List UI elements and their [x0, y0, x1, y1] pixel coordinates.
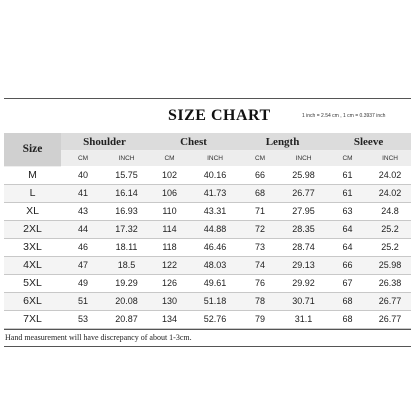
- group-header-length: Length: [239, 133, 326, 151]
- measurement-cell: 122: [148, 256, 191, 274]
- unit-header: INCH: [191, 151, 239, 167]
- unit-header: CM: [148, 151, 191, 167]
- measurement-cell: 25.98: [369, 256, 411, 274]
- measurement-cell: 31.1: [281, 310, 326, 328]
- measurement-cell: 25.98: [281, 166, 326, 184]
- measurement-cell: 102: [148, 166, 191, 184]
- table-row: [4, 292, 411, 310]
- chart-title: SIZE CHART: [168, 107, 271, 124]
- measurement-cell: 19.29: [105, 274, 148, 292]
- size-cell: 4XL: [4, 256, 61, 274]
- measurement-cell: 24.02: [369, 166, 411, 184]
- measurement-cell: 68: [326, 310, 369, 328]
- measurement-cell: 49.61: [191, 274, 239, 292]
- size-cell: 2XL: [4, 220, 61, 238]
- measurement-cell: 25.2: [369, 220, 411, 238]
- measurement-cell: 52.76: [191, 310, 239, 328]
- measurement-cell: 61: [326, 184, 369, 202]
- measurement-cell: 51.18: [191, 292, 239, 310]
- measurement-cell: 51: [61, 292, 105, 310]
- measurement-cell: 53: [61, 310, 105, 328]
- measurement-cell: 40: [61, 166, 105, 184]
- measurement-cell: 43.31: [191, 202, 239, 220]
- unit-header: INCH: [105, 151, 148, 167]
- measurement-cell: 79: [239, 310, 281, 328]
- measurement-cell: 46: [61, 238, 105, 256]
- measurement-cell: 49: [61, 274, 105, 292]
- measurement-cell: 16.14: [105, 184, 148, 202]
- measurement-cell: 48.03: [191, 256, 239, 274]
- measurement-cell: 61: [326, 166, 369, 184]
- table-row: [4, 310, 411, 328]
- measurement-cell: 28.74: [281, 238, 326, 256]
- measurement-cell: 27.95: [281, 202, 326, 220]
- measurement-cell: 134: [148, 310, 191, 328]
- group-header-shoulder: Shoulder: [61, 133, 148, 151]
- table-row: [4, 220, 411, 238]
- table-row: [4, 238, 411, 256]
- unit-header: INCH: [369, 151, 411, 167]
- size-cell: 3XL: [4, 238, 61, 256]
- end-divider: [4, 346, 411, 347]
- unit-header: CM: [326, 151, 369, 167]
- measurement-note: Hand measurement will have discrepancy of about 1-3cm.: [5, 332, 192, 342]
- measurement-cell: 30.71: [281, 292, 326, 310]
- measurement-cell: 63: [326, 202, 369, 220]
- measurement-cell: 71: [239, 202, 281, 220]
- unit-header: CM: [239, 151, 281, 167]
- measurement-cell: 64: [326, 220, 369, 238]
- size-table: [4, 133, 411, 329]
- measurement-cell: 26.77: [369, 310, 411, 328]
- measurement-cell: 20.08: [105, 292, 148, 310]
- measurement-cell: 68: [326, 292, 369, 310]
- measurement-cell: 67: [326, 274, 369, 292]
- unit-header: CM: [61, 151, 105, 167]
- size-cell: 7XL: [4, 310, 61, 328]
- size-cell: 5XL: [4, 274, 61, 292]
- measurement-cell: 24.8: [369, 202, 411, 220]
- table-row: [4, 256, 411, 274]
- measurement-cell: 44: [61, 220, 105, 238]
- unit-header: INCH: [281, 151, 326, 167]
- measurement-cell: 20.87: [105, 310, 148, 328]
- measurement-cell: 73: [239, 238, 281, 256]
- table-row: [4, 166, 411, 184]
- measurement-cell: 29.92: [281, 274, 326, 292]
- measurement-cell: 118: [148, 238, 191, 256]
- measurement-cell: 66: [239, 166, 281, 184]
- measurement-cell: 28.35: [281, 220, 326, 238]
- measurement-cell: 106: [148, 184, 191, 202]
- measurement-cell: 126: [148, 274, 191, 292]
- measurement-cell: 130: [148, 292, 191, 310]
- unit-conversion-note: 1 inch = 2.54 cm , 1 cm = 0.3937 inch: [302, 113, 386, 119]
- measurement-cell: 24.02: [369, 184, 411, 202]
- measurement-cell: 72: [239, 220, 281, 238]
- group-header-sleeve: Sleeve: [326, 133, 411, 151]
- measurement-cell: 46.46: [191, 238, 239, 256]
- measurement-cell: 78: [239, 292, 281, 310]
- measurement-cell: 40.16: [191, 166, 239, 184]
- measurement-cell: 17.32: [105, 220, 148, 238]
- size-cell: L: [4, 184, 61, 202]
- size-cell: M: [4, 166, 61, 184]
- size-cell: 6XL: [4, 292, 61, 310]
- measurement-cell: 64: [326, 238, 369, 256]
- measurement-cell: 47: [61, 256, 105, 274]
- group-header-chest: Chest: [148, 133, 239, 151]
- measurement-cell: 114: [148, 220, 191, 238]
- measurement-cell: 110: [148, 202, 191, 220]
- measurement-cell: 44.88: [191, 220, 239, 238]
- bottom-divider: [4, 329, 411, 330]
- measurement-cell: 26.77: [281, 184, 326, 202]
- table-body: [4, 166, 411, 328]
- size-chart: [4, 98, 411, 347]
- measurement-cell: 43: [61, 202, 105, 220]
- measurement-cell: 16.93: [105, 202, 148, 220]
- measurement-cell: 76: [239, 274, 281, 292]
- unit-header-row: [4, 151, 411, 167]
- measurement-cell: 29.13: [281, 256, 326, 274]
- measurement-cell: 26.38: [369, 274, 411, 292]
- measurement-cell: 18.11: [105, 238, 148, 256]
- measurement-cell: 66: [326, 256, 369, 274]
- title-row: [4, 99, 411, 133]
- measurement-cell: 25.2: [369, 238, 411, 256]
- table-row: [4, 202, 411, 220]
- measurement-cell: 74: [239, 256, 281, 274]
- size-cell: XL: [4, 202, 61, 220]
- table-row: [4, 184, 411, 202]
- table-row: [4, 274, 411, 292]
- measurement-cell: 15.75: [105, 166, 148, 184]
- measurement-cell: 41: [61, 184, 105, 202]
- measurement-cell: 68: [239, 184, 281, 202]
- measurement-cell: 18.5: [105, 256, 148, 274]
- size-column-header: Size: [4, 133, 61, 166]
- measurement-cell: 26.77: [369, 292, 411, 310]
- group-header-row: [4, 133, 411, 151]
- measurement-cell: 41.73: [191, 184, 239, 202]
